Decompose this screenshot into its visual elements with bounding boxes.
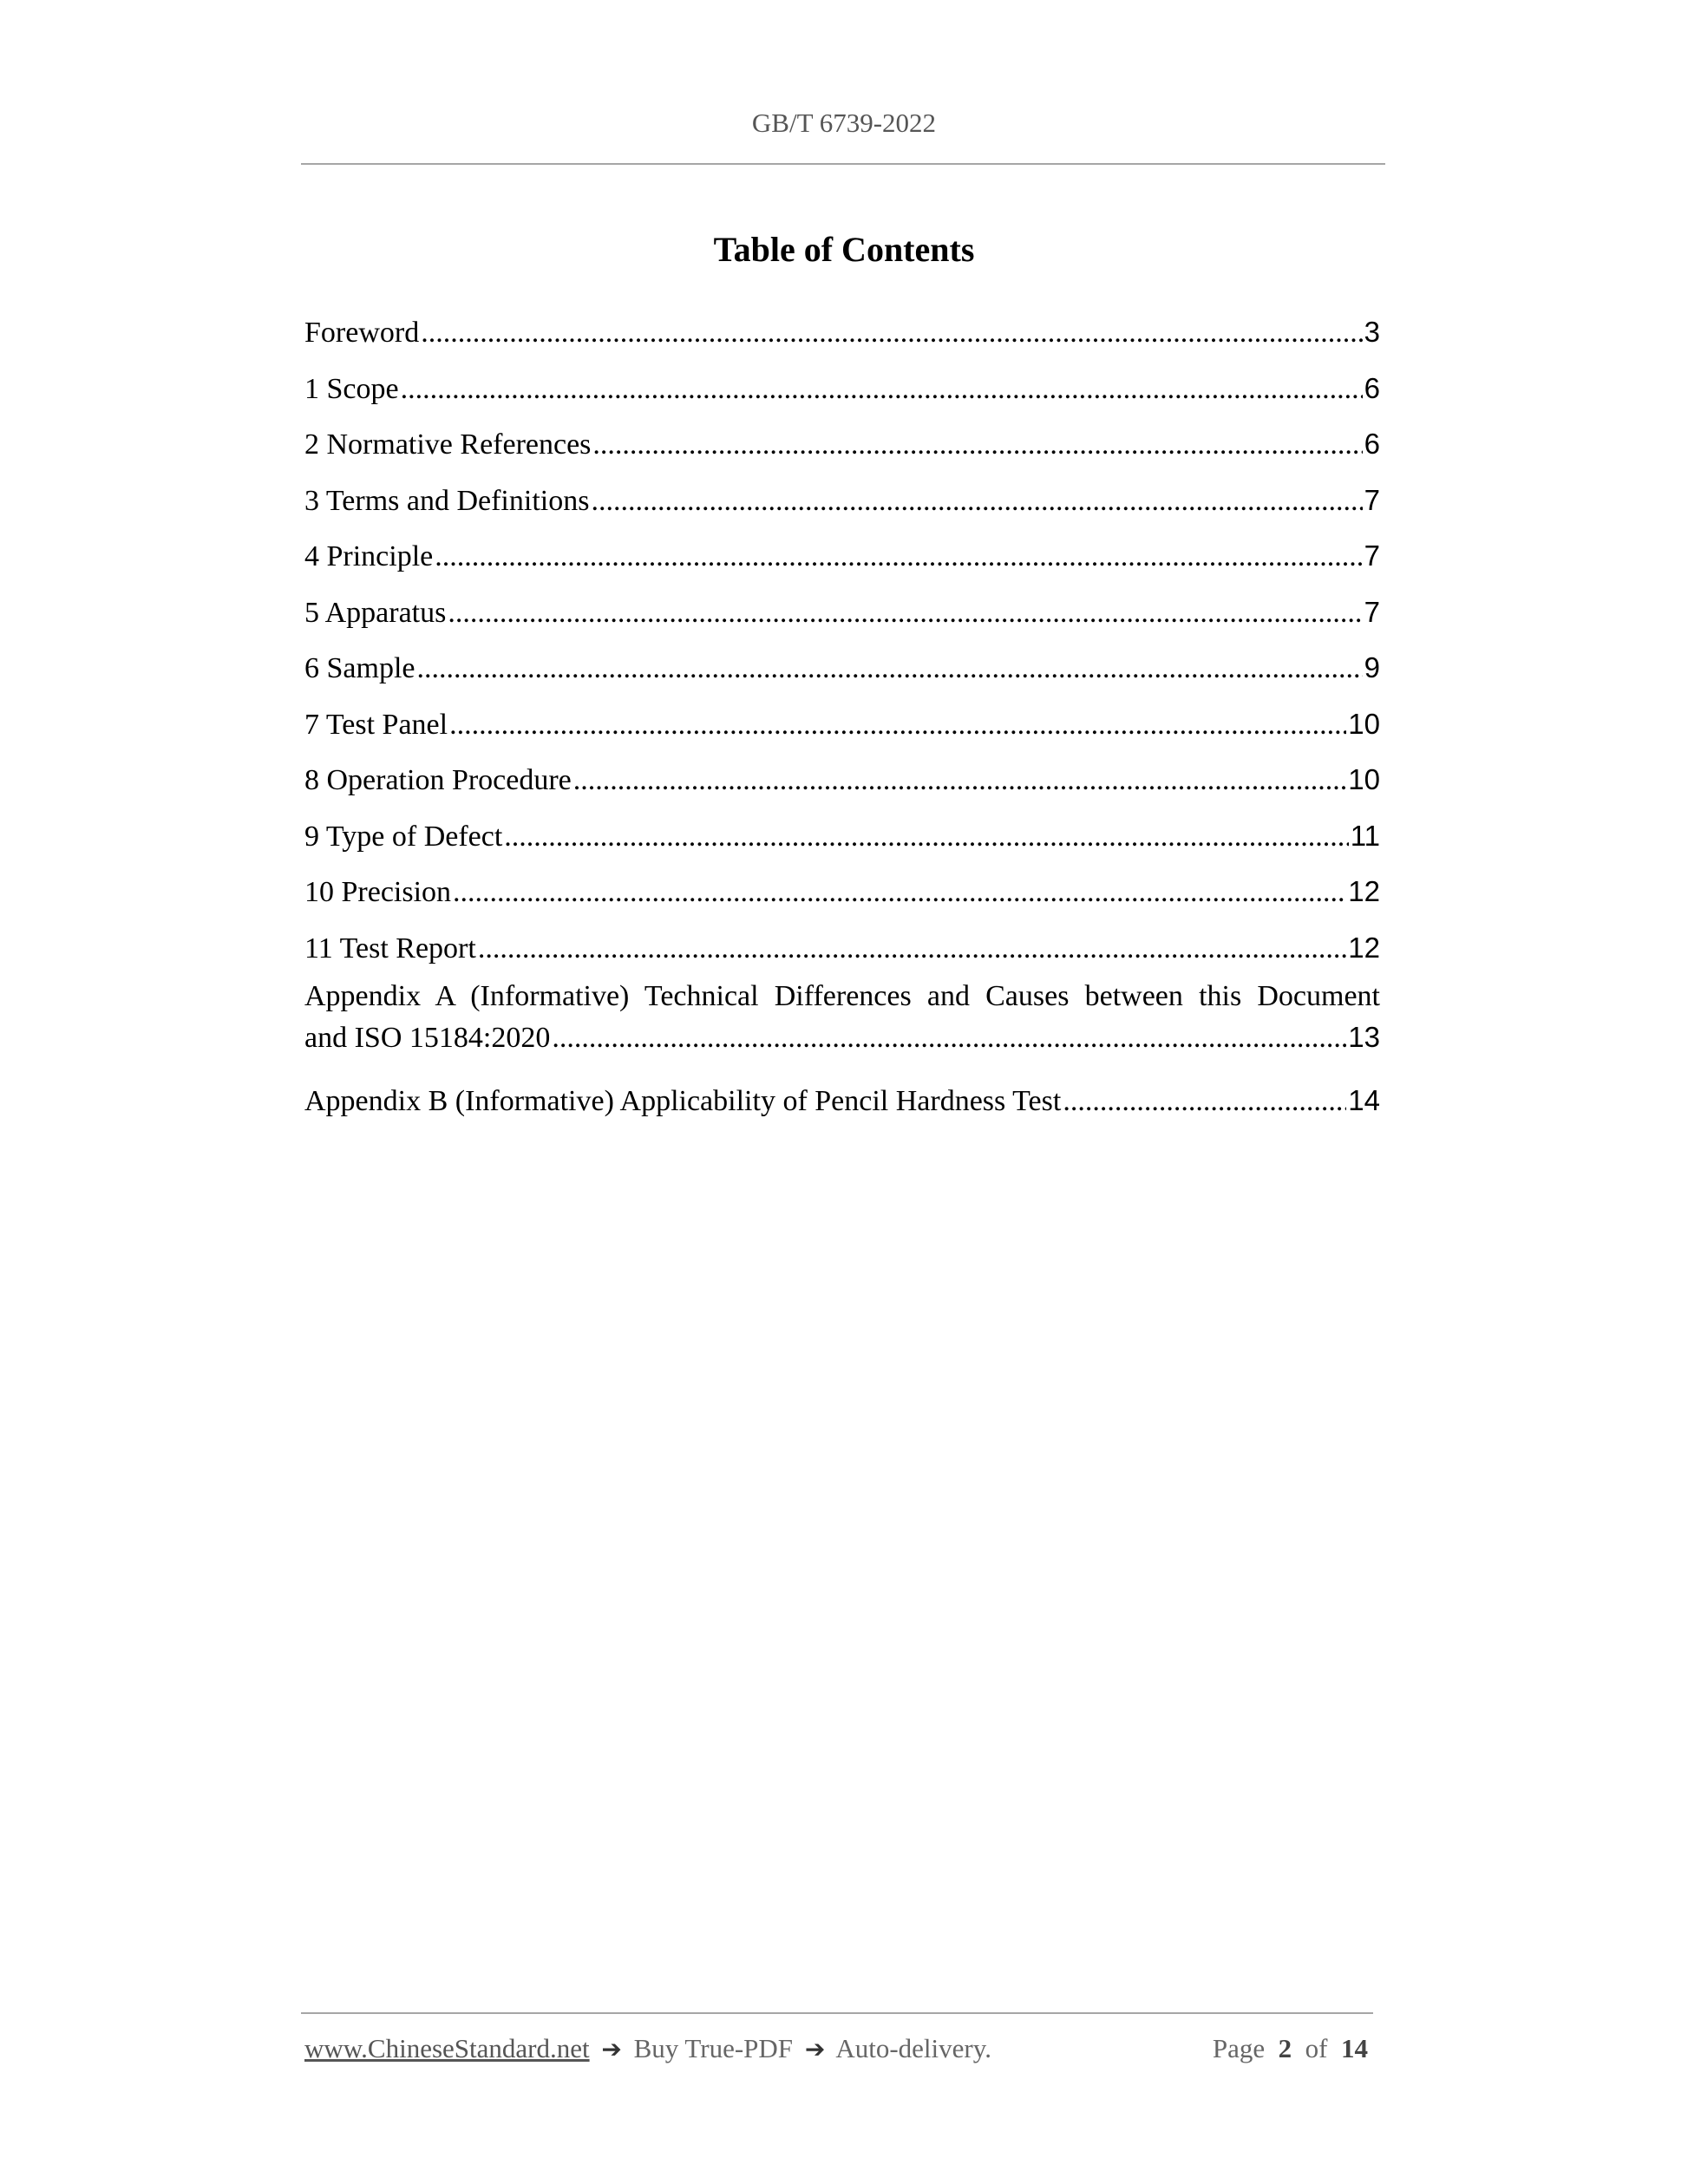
toc-entry-test-panel[interactable] <box>304 696 1380 753</box>
page-word: Page <box>1212 2033 1266 2063</box>
toc-leader-dots <box>573 753 1347 809</box>
toc-entry-label: 10 Precision <box>304 876 452 908</box>
page-total: 14 <box>1341 2033 1368 2063</box>
toc-entry-page: 6 <box>1364 428 1380 460</box>
toc-entry-normative-references[interactable] <box>304 416 1380 473</box>
toc-entry-label: 9 Type of Defect <box>304 820 503 853</box>
toc-entry-label-line2: and ISO 15184:2020 <box>304 1022 551 1054</box>
toc-entry-sample[interactable] <box>304 640 1380 696</box>
toc-entry-label: 3 Terms and Definitions <box>304 484 590 517</box>
toc-leader-dots <box>552 1017 1346 1058</box>
toc-leader-dots <box>1063 1074 1346 1130</box>
toc-entry-terms-definitions[interactable] <box>304 473 1380 529</box>
toc-leader-dots <box>401 362 1363 418</box>
page-current: 2 <box>1278 2033 1292 2063</box>
toc-leader-dots <box>421 305 1362 362</box>
toc-leader-dots <box>435 529 1362 585</box>
toc-leader-dots <box>416 641 1362 697</box>
header-doc-number: GB/T 6739-2022 <box>751 108 937 138</box>
arrow-right-icon: ➔ <box>804 2035 826 2063</box>
toc-entry-page: 7 <box>1364 483 1380 516</box>
toc-entry-page: 7 <box>1364 539 1380 572</box>
toc-entry-label: 2 Normative References <box>304 428 592 461</box>
toc-leader-dots <box>591 474 1362 530</box>
toc-entry-scope[interactable] <box>304 361 1380 417</box>
footer-step-delivery: Auto-delivery. <box>835 2033 991 2063</box>
site-link[interactable]: www.ChineseStandard.net <box>304 2033 590 2063</box>
toc-entry-page: 6 <box>1364 371 1380 404</box>
toc-entry-label: Foreword <box>304 317 420 349</box>
toc-entry-type-of-defect[interactable] <box>304 808 1380 865</box>
footer-divider <box>301 2012 1373 2014</box>
arrow-right-icon: ➔ <box>601 2035 622 2063</box>
toc-entry-appendix-a[interactable] <box>304 976 1380 1057</box>
toc-entry-foreword[interactable] <box>304 304 1380 361</box>
table-of-contents <box>304 304 1380 1129</box>
toc-entry-principle[interactable] <box>304 528 1380 585</box>
toc-entry-label: 6 Sample <box>304 652 415 684</box>
toc-entry-appendix-b[interactable] <box>304 1073 1380 1129</box>
toc-leader-dots <box>448 585 1362 642</box>
of-word: of <box>1305 2033 1328 2063</box>
toc-entry-page: 11 <box>1350 819 1380 852</box>
toc-entry-precision[interactable] <box>304 864 1380 920</box>
header-divider <box>301 163 1385 165</box>
toc-entry-label: Appendix B (Informative) Applicability of Pencil Hardness Test <box>304 1085 1062 1117</box>
toc-leader-dots <box>478 921 1346 978</box>
toc-entry-page: 9 <box>1364 651 1380 683</box>
page-footer <box>304 2030 1368 2068</box>
toc-entry-page: 13 <box>1348 1021 1380 1053</box>
footer-step-buy: Buy True-PDF <box>633 2033 794 2063</box>
toc-leader-dots <box>449 697 1346 754</box>
toc-entry-page: 10 <box>1348 763 1380 795</box>
toc-entry-apparatus[interactable] <box>304 585 1380 641</box>
toc-entry-label: 11 Test Report <box>304 932 476 964</box>
toc-entry-label: 8 Operation Procedure <box>304 764 572 796</box>
toc-entry-label: 4 Principle <box>304 540 434 572</box>
toc-entry-page: 12 <box>1348 931 1380 964</box>
toc-entry-page: 7 <box>1364 595 1380 628</box>
toc-entry-page: 12 <box>1348 875 1380 907</box>
toc-entry-page: 10 <box>1348 707 1380 740</box>
toc-entry-page: 3 <box>1364 316 1380 348</box>
toc-entry-label: 7 Test Panel <box>304 708 448 741</box>
toc-entry-page: 14 <box>1348 1084 1380 1116</box>
toc-leader-dots <box>453 865 1346 921</box>
toc-leader-dots <box>504 809 1348 866</box>
toc-leader-dots <box>592 417 1362 474</box>
toc-entry-test-report[interactable] <box>304 920 1380 977</box>
toc-entry-label: 1 Scope <box>304 372 399 405</box>
toc-entry-operation-procedure[interactable] <box>304 752 1380 808</box>
toc-entry-label: 5 Apparatus <box>304 596 447 629</box>
toc-entry-label-line1: Appendix A (Informative) Technical Differences and Causes between this Document <box>304 980 1380 1012</box>
toc-title: Table of Contents <box>713 230 975 269</box>
page-number <box>1213 2030 1368 2068</box>
